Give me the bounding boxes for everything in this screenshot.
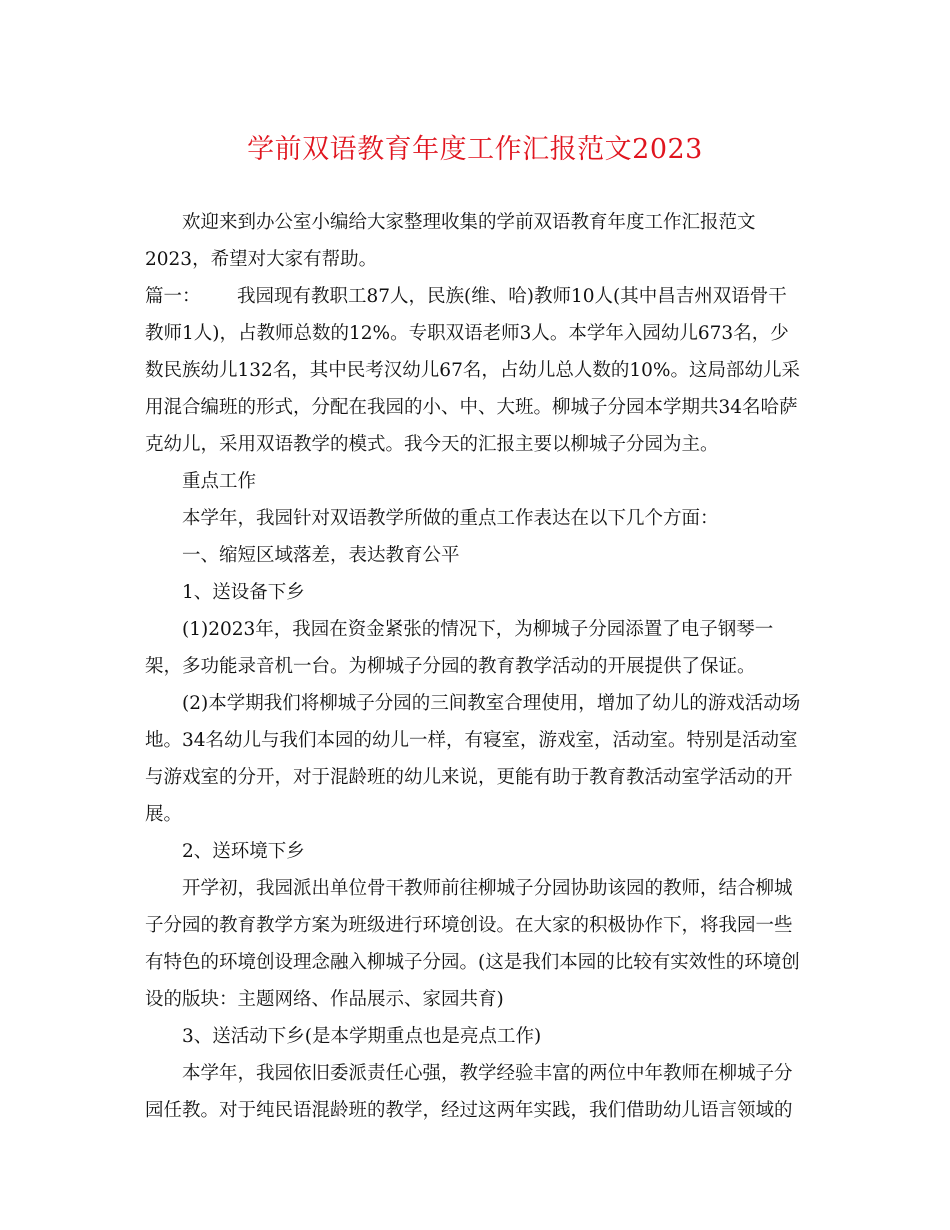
section-paragraph xyxy=(145,278,805,463)
item-three-paragraph: 本学年，我园依旧委派责任心强，教学经验丰富的两位中年教师在柳城子分园任教。对于纯民语混龄班的教学，经过这两年实践，我们借助幼儿语言领域的 xyxy=(145,1063,793,1121)
key-work-intro: 本学年，我园针对双语教学所做的重点工作表达在以下几个方面： xyxy=(182,508,719,529)
section-label: 篇一： xyxy=(145,286,201,307)
heading-item-three: 3、送活动下乡(是本学期重点也是亮点工作) xyxy=(182,1026,542,1047)
intro-paragraph: 欢迎来到办公室小编给大家整理收集的学前双语教育年度工作汇报范文2023，希望对大家有帮助。 xyxy=(145,212,756,270)
document-title: 学前双语教育年度工作汇报范文2023 xyxy=(247,134,703,165)
section-first-paragraph: 我园现有教职工87人，民族(维、哈)教师10人(其中昌吉州双语骨干教师1人)，占教师总数的12%。专职双语老师3人。本学年入园幼儿673名，少数民族幼儿132名，其中民考汉幼儿67名，占幼儿总人数的10%。这局部幼儿采用混合编班的形式，分配在我园的小、中、大班。柳城子分园本学期共34名哈萨克幼儿，采用双语教学的模式。我今天的汇报主要以柳城子分园为主。 xyxy=(145,286,800,455)
item-one-paragraph-a: (1)2023年，我园在资金紧张的情况下，为柳城子分园添置了电子钢琴一架，多功能录音机一台。为柳城子分园的教育教学活动的开展提供了保证。 xyxy=(145,619,774,677)
heading-part-one: 一、缩短区域落差，表达教育公平 xyxy=(182,545,460,566)
document-body xyxy=(145,204,805,1129)
heading-key-work: 重点工作 xyxy=(182,471,257,492)
item-one-paragraph-b: (2)本学期我们将柳城子分园的三间教室合理使用，增加了幼儿的游戏活动场地。34名幼儿与我们本园的幼儿一样，有寝室，游戏室，活动室。特别是活动室与游戏室的分开，对于混龄班的幼儿来说，更能有助于教育教活动室学活动的开展。 xyxy=(145,693,801,825)
heading-item-two: 2、送环境下乡 xyxy=(182,841,305,862)
item-two-paragraph: 开学初，我园派出单位骨干教师前往柳城子分园协助该园的教师，结合柳城子分园的教育教学方案为班级进行环境创设。在大家的积极协作下，将我园一些有特色的环境创设理念融入柳城子分园。(这是我们本园的比较有实效性的环境创设的版块：主题网络、作品展示、家园共育) xyxy=(145,878,800,1010)
heading-item-one: 1、送设备下乡 xyxy=(182,582,305,603)
